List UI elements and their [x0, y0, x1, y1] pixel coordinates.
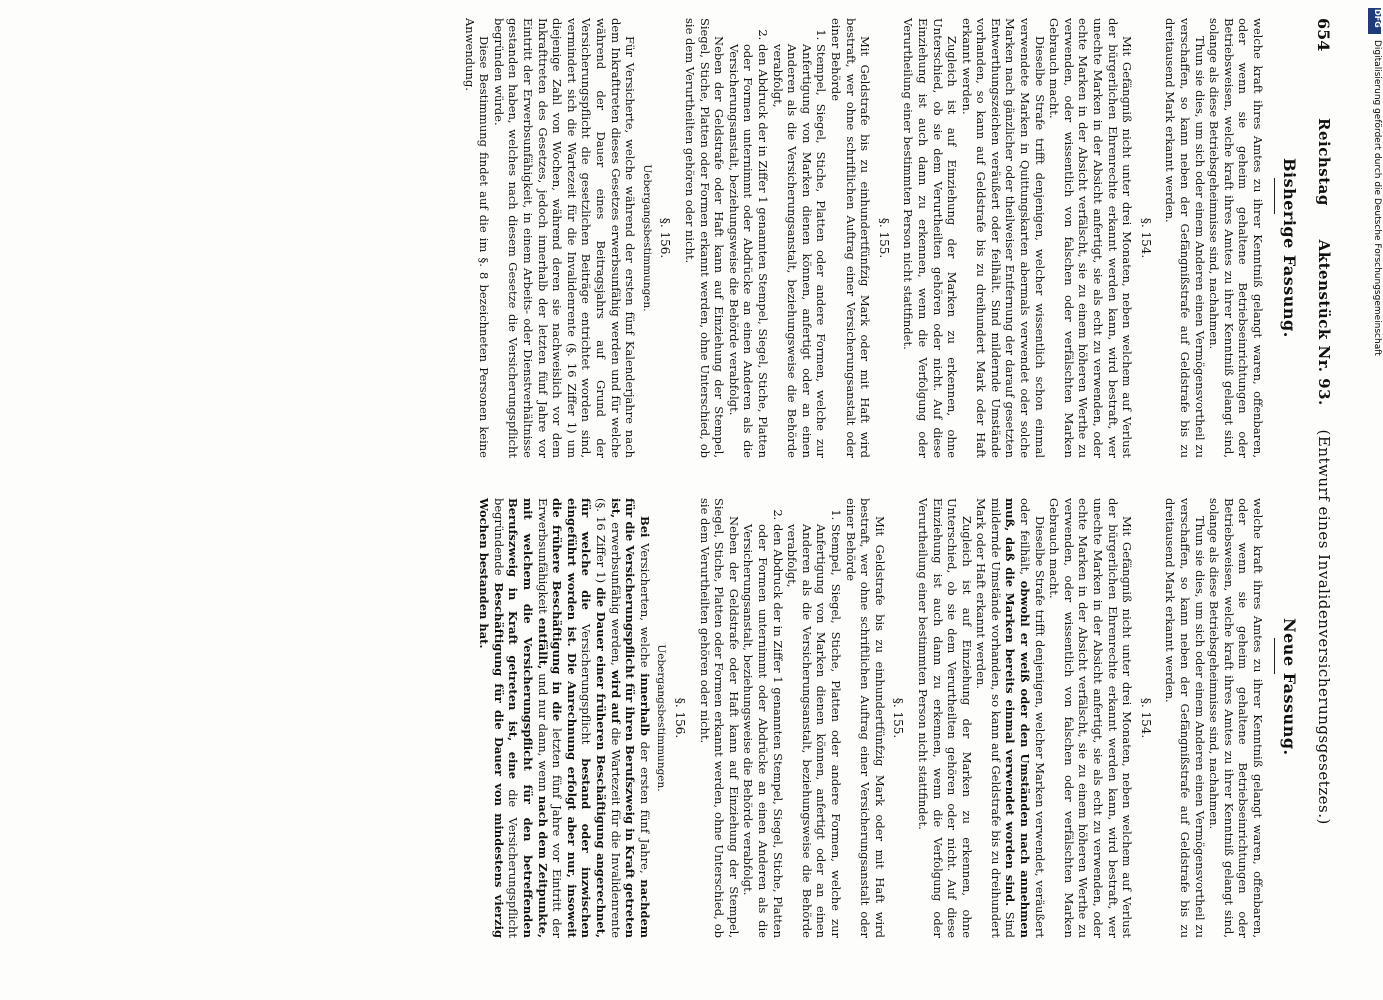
text-run: die Versicherungspflicht begründende [491, 498, 521, 939]
right-paragraph [974, 498, 1047, 938]
text-run: Sind mildernde Umstände vorhanden, so kann auf Geldstrafe bis zu dreihundert Mark oder Haft erkannt werden. [974, 498, 1018, 939]
header-doc-title: Aktenstück Nr. 93. [1315, 239, 1333, 406]
text-run: und nur dann, wenn [535, 673, 550, 792]
text-run: der ersten fünf Jahre, [637, 741, 652, 874]
list-item: 2. den Abdruck der in Ziffer 1 genannten Stempel, Siegel, Stiche, Platten oder Formen unternimmt oder Abdrücke an einen Anderen als die Versicherungsanstalt, beziehungsweise die Behörde verabfolgt. [741, 524, 785, 938]
text-run: Versicherten, welche [637, 543, 652, 668]
left-section-154-heading: §. 154. [1138, 217, 1153, 259]
right-paragraph [477, 498, 652, 938]
left-paragraph: Mit Geldstrafe bis zu einhundertfünfzig Mark oder mit Haft wird bestraft, wer ohne schriftlichen Auftrag einer Versicherungsanstalt oder einer Behörde [828, 18, 873, 458]
rotated-content [45, 18, 1335, 980]
emphasized-text: nachdem für die Versicherungspflicht für ihren Berufszweig in Kraft getreten ist, [608, 498, 652, 939]
text-run: Dieselbe Strafe trifft denjenigen, welcher Marken verwendet, veräußert oder feilhält, [1018, 498, 1047, 938]
right-paragraph: Mit Geldstrafe bis zu einhundertfünfzig Mark oder mit Haft wird bestraft, wer ohne schriftlichen Auftrag einer Versicherungsanstalt oder einer Behörde [843, 498, 887, 938]
left-heading-rule [1274, 178, 1275, 214]
text-run: die Wartezeit für die Invalidenrente (§. 16 Ziffer 1) [594, 498, 623, 939]
emphasized-text: Bei [637, 516, 652, 538]
list-item: 1. Stempel, Siegel, Stiche, Platten oder andere Formen, welche zur Anfertigung von Marken dienen können, anfertigt oder an einen Anderen als die Versicherungsanstalt, beziehungsweise die Behörde verabfolgt, [770, 44, 828, 458]
dfg-logo-text: DFG [1373, 9, 1382, 28]
dfg-logo [1368, 8, 1381, 34]
text-run: erwerbsunfähig werden, [608, 522, 623, 666]
right-paragraph: Thun sie dies, um sich oder einem Anderen einen Vermögensvortheil zu verschaffen, so kann neben der Gefängnißstrafe auf Geldstrafe bis zu dreitausend Mark erkannt werden. [1163, 498, 1207, 938]
right-section-156-heading: §. 156. [673, 697, 688, 739]
right-section-154-heading: §. 154. [1138, 697, 1153, 739]
emphasized-text: entfällt, [535, 617, 550, 670]
left-paragraph: Diese Bestimmung findet auf die im §. 8 bezeichneten Personen keine Anwendung. [462, 18, 492, 458]
emphasized-text: nach dem Zeitpunkte, mit welchem die Versicherungspflicht für den betreffenden Berufszweig in Kraft getreten ist, eine [506, 498, 550, 938]
text-run: letzten fünf Jahre vor Eintritt der Erwerbsunfähigkeit [535, 498, 565, 939]
right-section-156-subheading: Uebergangsbestimmungen. [655, 644, 668, 792]
header-subtitle: (Entwurf eines Invalidenversicherungsgesetzes.) [1315, 429, 1333, 825]
left-section-156-subheading: Uebergangsbestimmungen. [640, 164, 653, 312]
right-column [477, 498, 1265, 938]
emphasized-text: obwohl er weiß oder den Umständen nach annehmen muß, daß die Marken bereits einmal verwendet worden sind. [1003, 498, 1033, 938]
left-paragraph: Zugleich ist auf Einziehung der Marken zu erkennen, ohne Unterschied, ob sie dem Verurtheilten gehören oder nicht. Auf diese Einziehung ist auch dann zu erkennen, wenn die Verfolgung oder Verurtheilung einer bestimmten Person nicht stattfindet. [901, 18, 960, 458]
emphasized-text: bestand oder inzwischen eingeführt worden ist. Die Anrechnung erfolgt aber nur, insoweit die frühere Beschäftigung in die [550, 498, 594, 939]
right-paragraph: Zugleich ist auf Einziehung der Marken zu erkennen, ohne Unterschied, ob sie dem Verurtheilten gehören oder nicht. Auf diese Einziehung ist auch dann zu erkennen, wenn die Verfolgung oder Verurtheilung einer bestimmten Person nicht stattfindet. [915, 498, 974, 938]
right-column-heading: Neue Fassung. [1280, 618, 1299, 756]
list-item: 2. den Abdruck der in Ziffer 1 genannten Stempel, Siegel, Stiche, Platten oder Formen unternimmt oder Abdrücke an einen Anderen als die Versicherungsanstalt, beziehungsweise die Behörde verabfolgt. [726, 44, 770, 458]
left-column [462, 18, 1265, 458]
right-paragraph: welche kraft ihres Amtes zu ihrer Kenntniß gelangt waren, offenbaren, oder wenn sie geheim gehaltene Betriebseinrichtungen oder Betriebsweisen, welche kraft ihres Amtes zu ihrer Kenntniß gelangt sind, solange als diese Betriebsgeheimnisse sind, nachahmen. [1207, 498, 1265, 938]
list-item: 1. Stempel, Siegel, Stiche, Platten oder andere Formen, welche zur Anfertigung von Marken dienen können, anfertigt oder an einen Anderen als die Versicherungsanstalt, beziehungsweise die Behörde verabfolgt, [785, 524, 843, 938]
page-number: 654 [1314, 18, 1333, 52]
left-paragraph: Mit Gefängniß nicht unter drei Monaten, neben welchem auf Verlust der bürgerlichen Ehrenrechte erkannt werden kann, wird bestraft, wer unechte Marken in der Absicht anfertigt, sie als echt zu verwenden, oder echte Marken in der Absicht verfälscht, sie zu einem höheren Werthe zu verwenden, oder wissentlich von falschen oder verfälschten Marken Gebrauch macht. [1047, 18, 1135, 458]
left-section-156-heading: §. 156. [658, 217, 673, 259]
page-header [1307, 18, 1335, 980]
emphasized-text: die Dauer einer früheren Beschäftigung angerechnet, für welche die [579, 498, 609, 939]
left-section-155-list [726, 18, 828, 458]
left-paragraph: welche kraft ihres Amtes zu ihrer Kenntniß gelangt waren, offenbaren, oder wenn sie geheim gehaltene Betriebseinrichtungen oder Betriebsweisen, welche kraft ihres Amtes zu ihrer Kenntniß gelangt sind, solange als diese Betriebsgeheimnisse sind, nachahmen. [1207, 18, 1265, 458]
left-section-155-heading: §. 155. [876, 217, 891, 259]
text-run: Versicherungspflicht [579, 623, 594, 745]
left-column-heading: Bisherige Fassung. [1280, 158, 1299, 338]
left-paragraph: Für Versicherte, welche während der ersten fünf Kalenderjahre nach dem Inkrafttreten dieses Gesetzes erwerbsunfähig werden und für welche während der Dauer eines Beitragsjahrs auf Grund der Versicherungspflicht die gesetzlichen Beiträge entrichtet worden sind, vermindert sich die Wartezeit für die Invalidenrente (§. 16 Ziffer 1) um diejenige Zahl von Wochen, während deren sie nachweislich vor dem Inkrafttreten des Gesetzes, jedoch innerhalb der letzten fünf Jahre vor Eintritt der Erwerbsunfähigkeit, in einem Arbeits- oder Dienstverhältnisse gestanden haben, welches nach diesem Gesetze die Versicherungspflicht begründen würde. [491, 18, 638, 458]
header-reichstag: Reichstag [1315, 118, 1333, 206]
right-paragraph: Neben der Geldstrafe oder Haft kann auf Einziehung der Stempel, Siegel, Stiche, Platten oder Formen erkannt werden, ohne Unterschied, ob sie dem Verurtheilten gehören oder nicht. [697, 498, 741, 938]
header-title-line [1315, 118, 1333, 825]
left-paragraph: Dieselbe Strafe trifft denjenigen, welcher wissentlich schon einmal verwendete Marken in Quittungskarten abermals verwendet oder solche Marken nach gänzlicher oder theilweiser Entfernung der darauf gesetzten Entwerthungszeichen veräußert oder feilhält. Sind mildernde Umstände vorhanden, so kann auf Geldstrafe bis zu dreihundert Mark oder Haft erkannt werden. [959, 18, 1047, 458]
left-paragraph: Neben der Geldstrafe oder Haft kann auf Einziehung der Stempel, Siegel, Stiche, Platten oder Formen erkannt werden, ohne Unterschied, ob sie dem Verurtheilten gehören oder nicht. [683, 18, 727, 458]
right-section-155-list [741, 498, 843, 938]
emphasized-text: wird auf [608, 669, 623, 724]
left-paragraph: Thun sie dies, um sich oder einem Anderen einen Vermögensvortheil zu verschaffen, so kann neben der Gefängnißstrafe auf Geldstrafe bis zu dreitausend Mark erkannt werden. [1163, 18, 1207, 458]
right-heading-rule [1274, 638, 1275, 674]
right-section-155-heading: §. 155. [891, 697, 906, 739]
emphasized-text: innerhalb [637, 673, 652, 736]
funding-notice: Digitalisierung gefördert durch die Deutsche Forschungsgemeinschaft [1372, 40, 1382, 356]
emphasized-text: Beschäftigung für die Dauer von mindestens vierzig Wochen bestanden hat. [477, 498, 506, 939]
right-paragraph: Mit Gefängniß nicht unter drei Monaten, neben welchem auf Verlust der bürgerlichen Ehrenrechte erkannt werden kann, wird bestraft, wer unechte Marken in der Absicht anfertigt, sie als echt zu verwenden, oder echte Marken in der Absicht verfälscht, sie zu einem höheren Werthe zu verwenden, oder wissentlich von falschen oder verfälschten Marken Gebrauch macht. [1047, 498, 1135, 938]
